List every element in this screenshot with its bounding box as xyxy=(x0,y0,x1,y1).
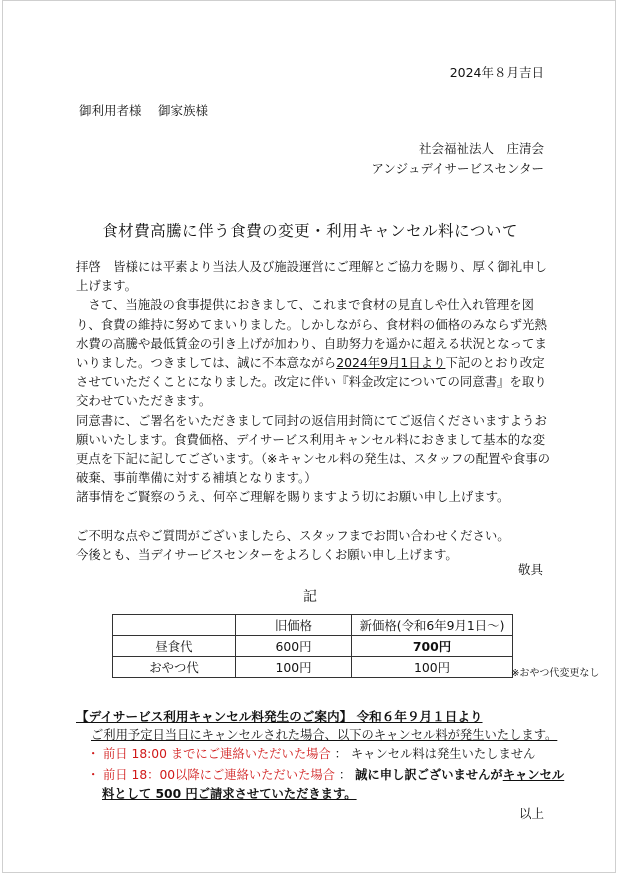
sender-organization: 社会福祉法人 庄清会 xyxy=(418,141,544,156)
inquiry-paragraph: ご不明な点やご質問がございましたら、スタッフまでお問い合わせください。 xyxy=(76,527,510,543)
cancellation-item-before xyxy=(87,744,535,762)
table-header-cell: 旧価格 xyxy=(236,615,352,636)
effective-date: 2024年9月1日より xyxy=(336,355,446,371)
main-paragraph-text-a: さて、当施設の食事提供におきまして、これまで食材の見直しや仕入れ管理を図り、食費の維持に努めてまいりました。しかしながら、食材料の価格のみならず光熱水費の高騰や最低賃金の引き上げが加わり、自助努力を遥かに超える状況となってまいりました。つきましては、誠に不本意ながら xyxy=(76,297,547,371)
letter-page xyxy=(2,0,616,873)
table-row xyxy=(113,636,513,657)
ki-heading: 記 xyxy=(303,589,317,605)
consent-paragraph: 同意書に、ご署名をいただきまして同封の返信用封筒にてご返信くださいますようお願いいたします。食費価格、デイサービス利用キャンセル料におきまして基本的な変更点を下記に記してございます。（※キャンセル料の発生は、スタッフの配置や食事の破棄、事前準備に対する補填となります。） xyxy=(76,412,551,486)
table-header-row xyxy=(113,615,513,636)
request-paragraph: 諸事情をご賢察のうえ、何卒ご理解を賜りますよう切にお願い申し上げます。 xyxy=(76,489,510,505)
table-cell-item: おやつ代 xyxy=(113,657,236,678)
result-after-a: 誠に申し訳ございませんが xyxy=(355,768,503,782)
result-after-b: キャンセル xyxy=(502,768,565,782)
cancellation-item-after xyxy=(87,765,564,783)
letter-date: 2024年８月吉日 xyxy=(449,65,544,80)
snack-note: ※おやつ代変更なし xyxy=(511,668,600,679)
result-after-c: 料として 500 円ご請求させていただきます。 xyxy=(102,787,357,801)
price-table xyxy=(112,614,513,678)
greeting-paragraph: 拝啓 皆様には平素より当法人及び施設運営にご理解とご協力を賜り、厚く御礼申し上げます。 xyxy=(76,259,547,294)
result-before: キャンセル料は発生いたしません xyxy=(350,747,536,761)
main-paragraph xyxy=(76,295,554,410)
bullet-icon: ・ xyxy=(87,768,100,782)
separator: ： xyxy=(334,747,347,761)
regards-paragraph: 今後とも、当デイサービスセンターをよろしくお願い申し上げます。 xyxy=(76,546,458,562)
letter-body xyxy=(76,257,554,564)
table-cell-new: 100円 xyxy=(352,657,513,678)
letter-title: 食材費高騰に伴う食費の変更・利用キャンセル料について xyxy=(102,222,518,240)
table-header-cell xyxy=(113,615,236,636)
main-paragraph-text-b: 下記のとおり改定させていただくことになりました。改定に伴い『料金改定についての同意書』を取り交わせていただきます。 xyxy=(76,355,547,409)
table-cell-item: 昼食代 xyxy=(113,636,236,657)
table-cell-new: 700円 xyxy=(352,636,513,657)
cancellation-heading: 【デイサービス利用キャンセル料発生のご案内】 令和６年９月１日より xyxy=(76,709,483,724)
table-cell-old: 600円 xyxy=(236,636,352,657)
bullet-icon: ・ xyxy=(87,747,100,761)
closing-keigu: 敬具 xyxy=(517,562,543,577)
addressee: 御利用者様 御家族様 xyxy=(79,103,208,118)
cancellation-subheading: ご利用予定日当日にキャンセルされた場合、以下のキャンセル料が発生いたします。 xyxy=(91,728,558,742)
sender-center: アンジュデイサービスセンター xyxy=(371,161,544,176)
closing-ijo: 以上 xyxy=(518,806,544,821)
separator: ： xyxy=(338,768,352,782)
table-header-cell: 新価格(令和6年9月1日～) xyxy=(352,615,513,636)
table-cell-old: 100円 xyxy=(236,657,352,678)
table-row xyxy=(113,657,513,678)
condition-before: 前日 18:00 までにご連絡いただいた場合 xyxy=(103,747,331,761)
condition-after: 前日 18：00以降にご連絡いただいた場合 xyxy=(103,768,335,782)
